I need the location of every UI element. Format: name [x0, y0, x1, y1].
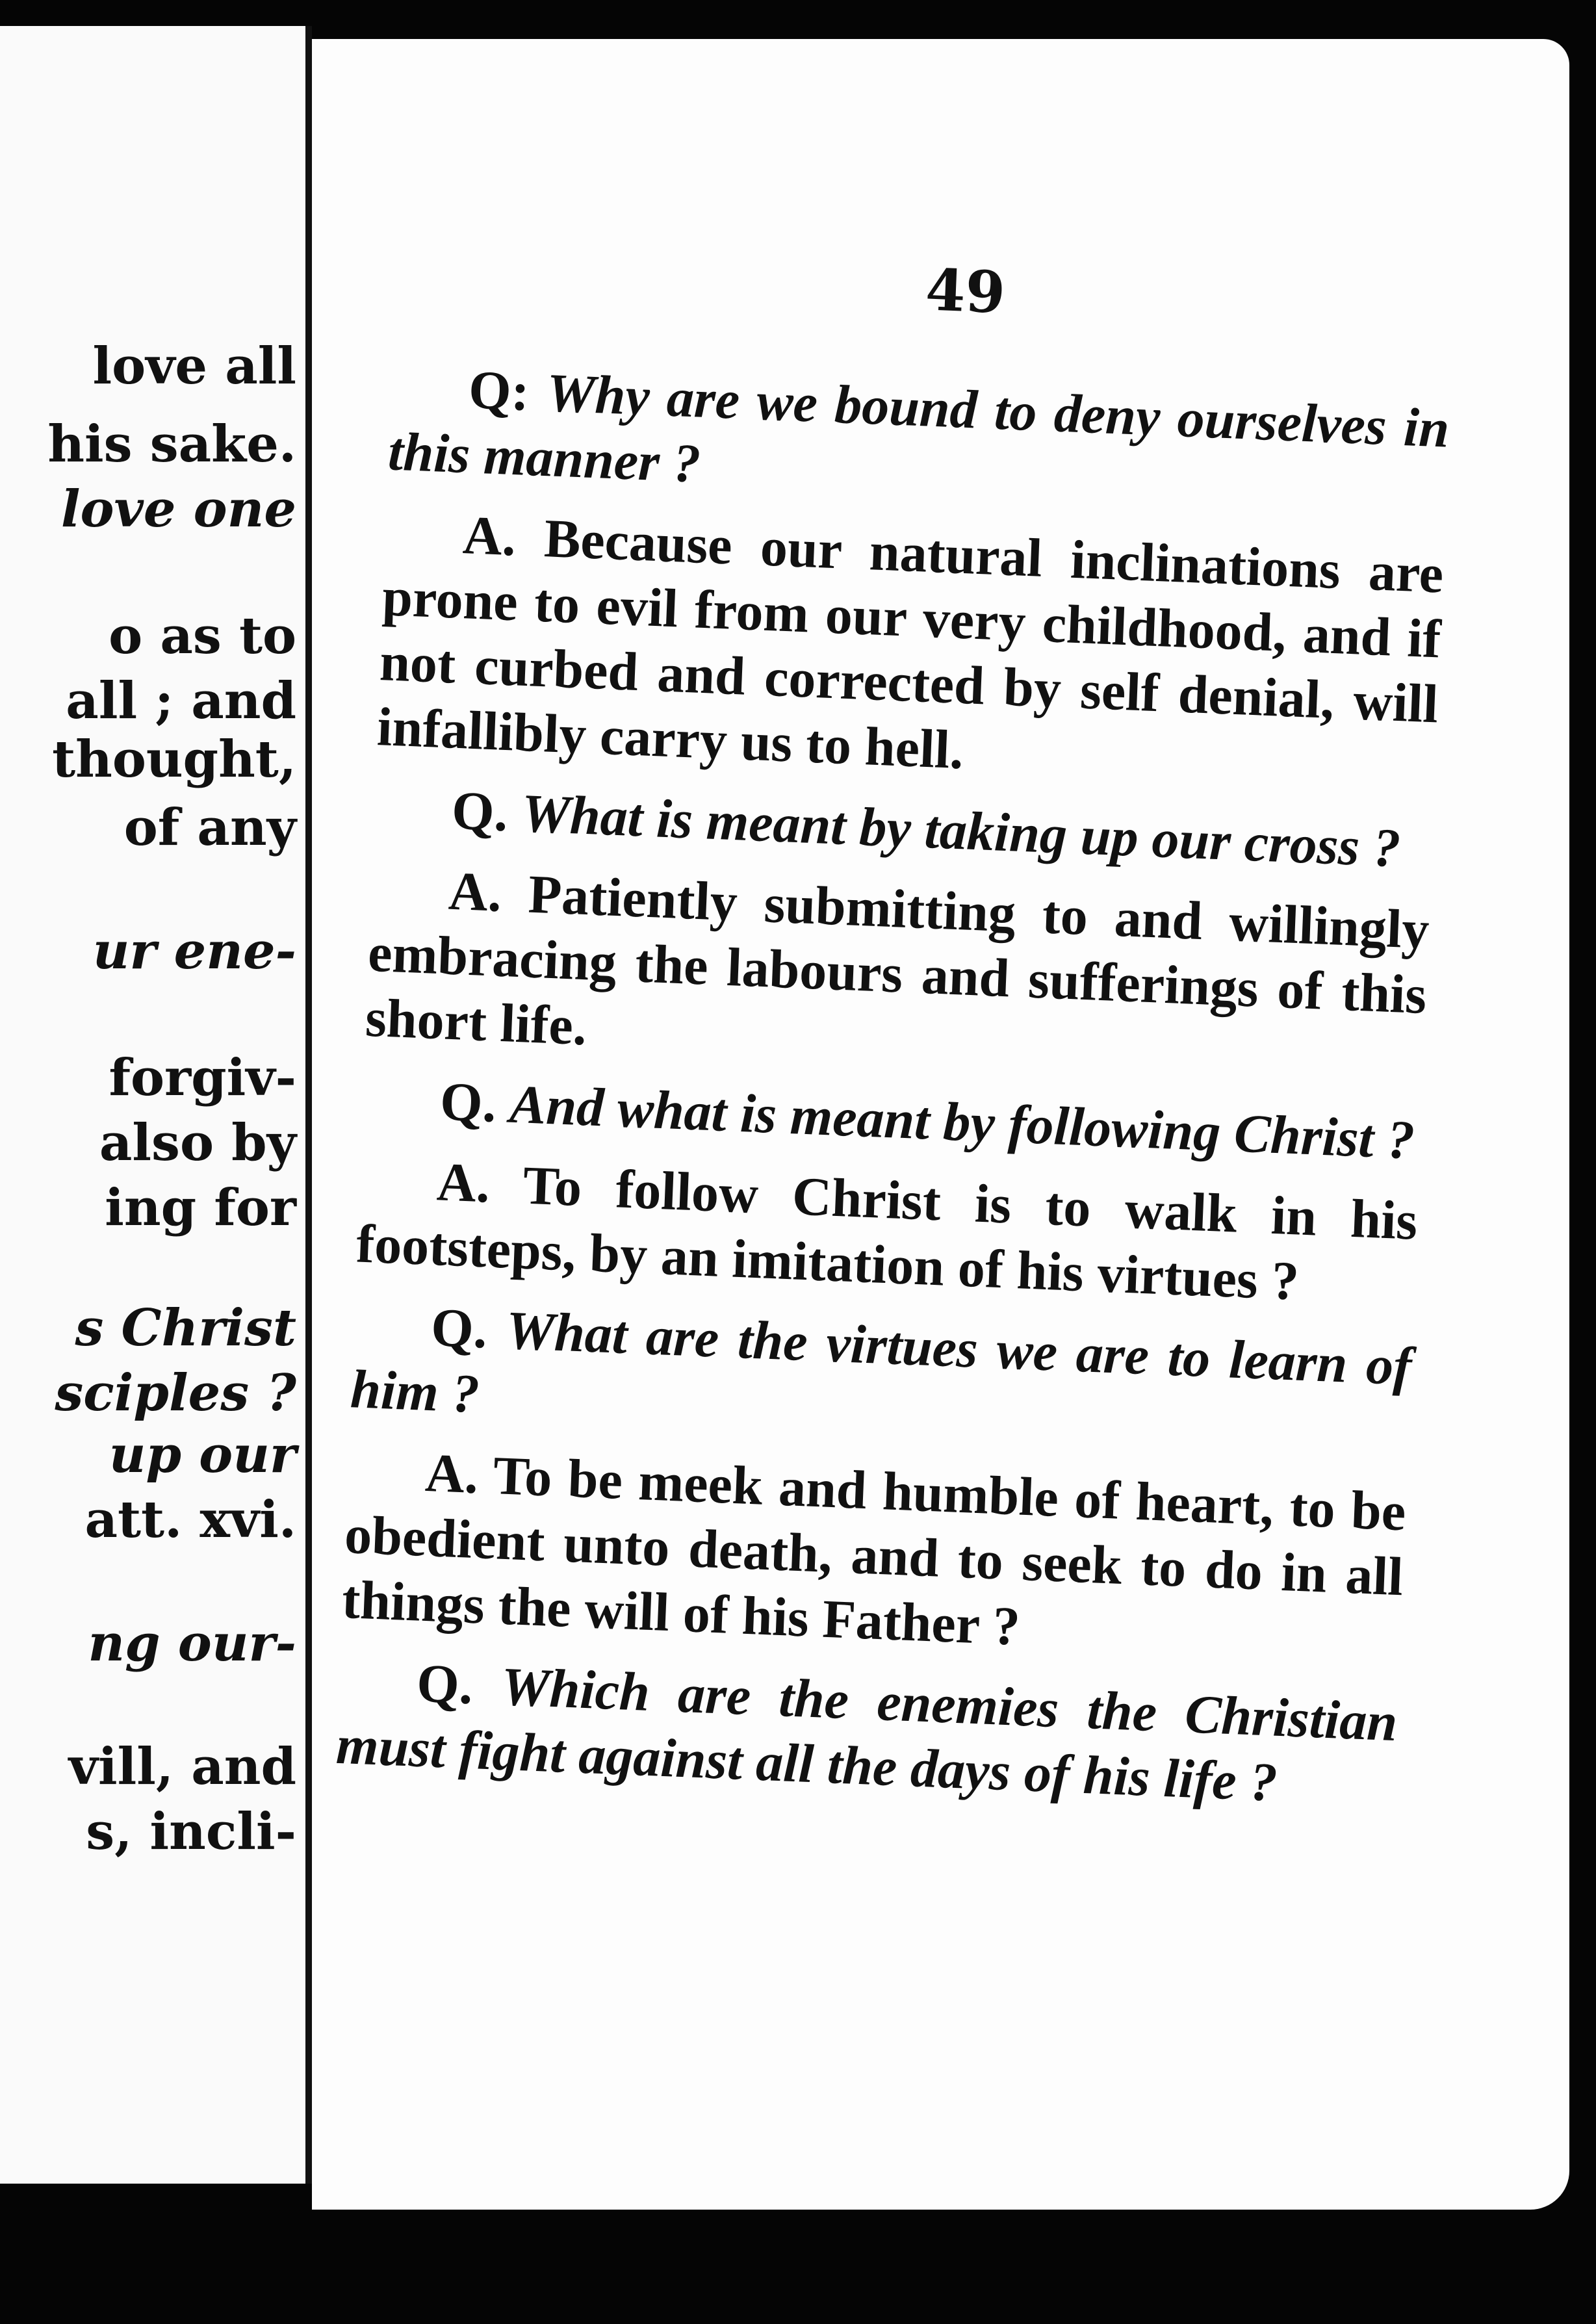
answer-text: Because our natural inclinations are prone to evil from our very childhood, and if not curbed and corrected by self denial, will infallibly carry us to hell. — [376, 508, 1445, 781]
page-number: 49 — [924, 255, 1007, 327]
left-text-line: s, incli- — [86, 1802, 296, 1861]
left-text-line: up our — [109, 1425, 296, 1484]
left-text-line: forgiv- — [109, 1048, 296, 1107]
left-text-line: vill, and — [68, 1737, 296, 1796]
answer-paragraph — [364, 856, 1430, 1093]
left-text-line: love one — [60, 480, 296, 539]
question-text: And what is meant by following Christ ? — [508, 1074, 1416, 1171]
answer-text: To be meek and humble of heart, to be obedient unto death, and to seek to do in all things the will of his Father ? — [341, 1445, 1408, 1657]
left-text-line: att. xvi. — [84, 1490, 296, 1549]
answer-label: A. — [447, 860, 503, 923]
question-text: What is meant by taking up our cross ? — [520, 783, 1402, 879]
right-page — [312, 39, 1569, 2210]
question-text: Which are the enemies the Christian must fight against all the days of his life ? — [335, 1656, 1399, 1813]
question-label: Q. — [415, 1653, 474, 1716]
question-paragraph — [387, 354, 1450, 526]
question-label: Q: — [467, 359, 531, 422]
left-text-line: sciples ? — [55, 1363, 296, 1423]
left-text-line: s Christ — [75, 1298, 296, 1358]
left-page-fragment — [0, 26, 312, 2184]
left-text-line: also by — [99, 1113, 296, 1172]
question-label: Q. — [450, 780, 509, 844]
left-text-line: ing for — [105, 1178, 296, 1237]
question-label: Q. — [439, 1071, 498, 1134]
catechism-text — [335, 354, 1451, 1836]
question-paragraph — [349, 1292, 1413, 1464]
page-content — [260, 14, 1596, 2234]
left-text-line: of any — [123, 798, 296, 857]
left-text-line: love all — [92, 337, 296, 396]
question-text: Why are we bound to deny ourselves in this manner ? — [387, 363, 1451, 495]
answer-paragraph — [355, 1146, 1419, 1319]
left-text-line: thought, — [52, 730, 296, 789]
answer-paragraph — [376, 500, 1445, 802]
answer-text: To follow Christ is to walk in his footsteps, by an imitation of his virtues ? — [355, 1155, 1419, 1312]
answer-label: A. — [435, 1152, 491, 1215]
question-label: Q. — [430, 1297, 489, 1360]
left-text-line: ur ene- — [92, 922, 296, 981]
answer-label: A. — [424, 1442, 480, 1506]
left-text-line: ng our- — [88, 1614, 296, 1673]
left-text-line: o as to — [109, 606, 296, 665]
left-text-line: all ; and — [66, 671, 296, 730]
left-text-line: his sake. — [47, 415, 296, 474]
answer-paragraph — [341, 1438, 1407, 1675]
question-text: What are the virtues we are to learn of him ? — [349, 1300, 1413, 1425]
answer-label: A. — [461, 505, 517, 568]
answer-text: Patiently submitting to and willingly embracing the labours and sufferings of this short life. — [364, 864, 1431, 1057]
question-paragraph — [335, 1648, 1398, 1820]
